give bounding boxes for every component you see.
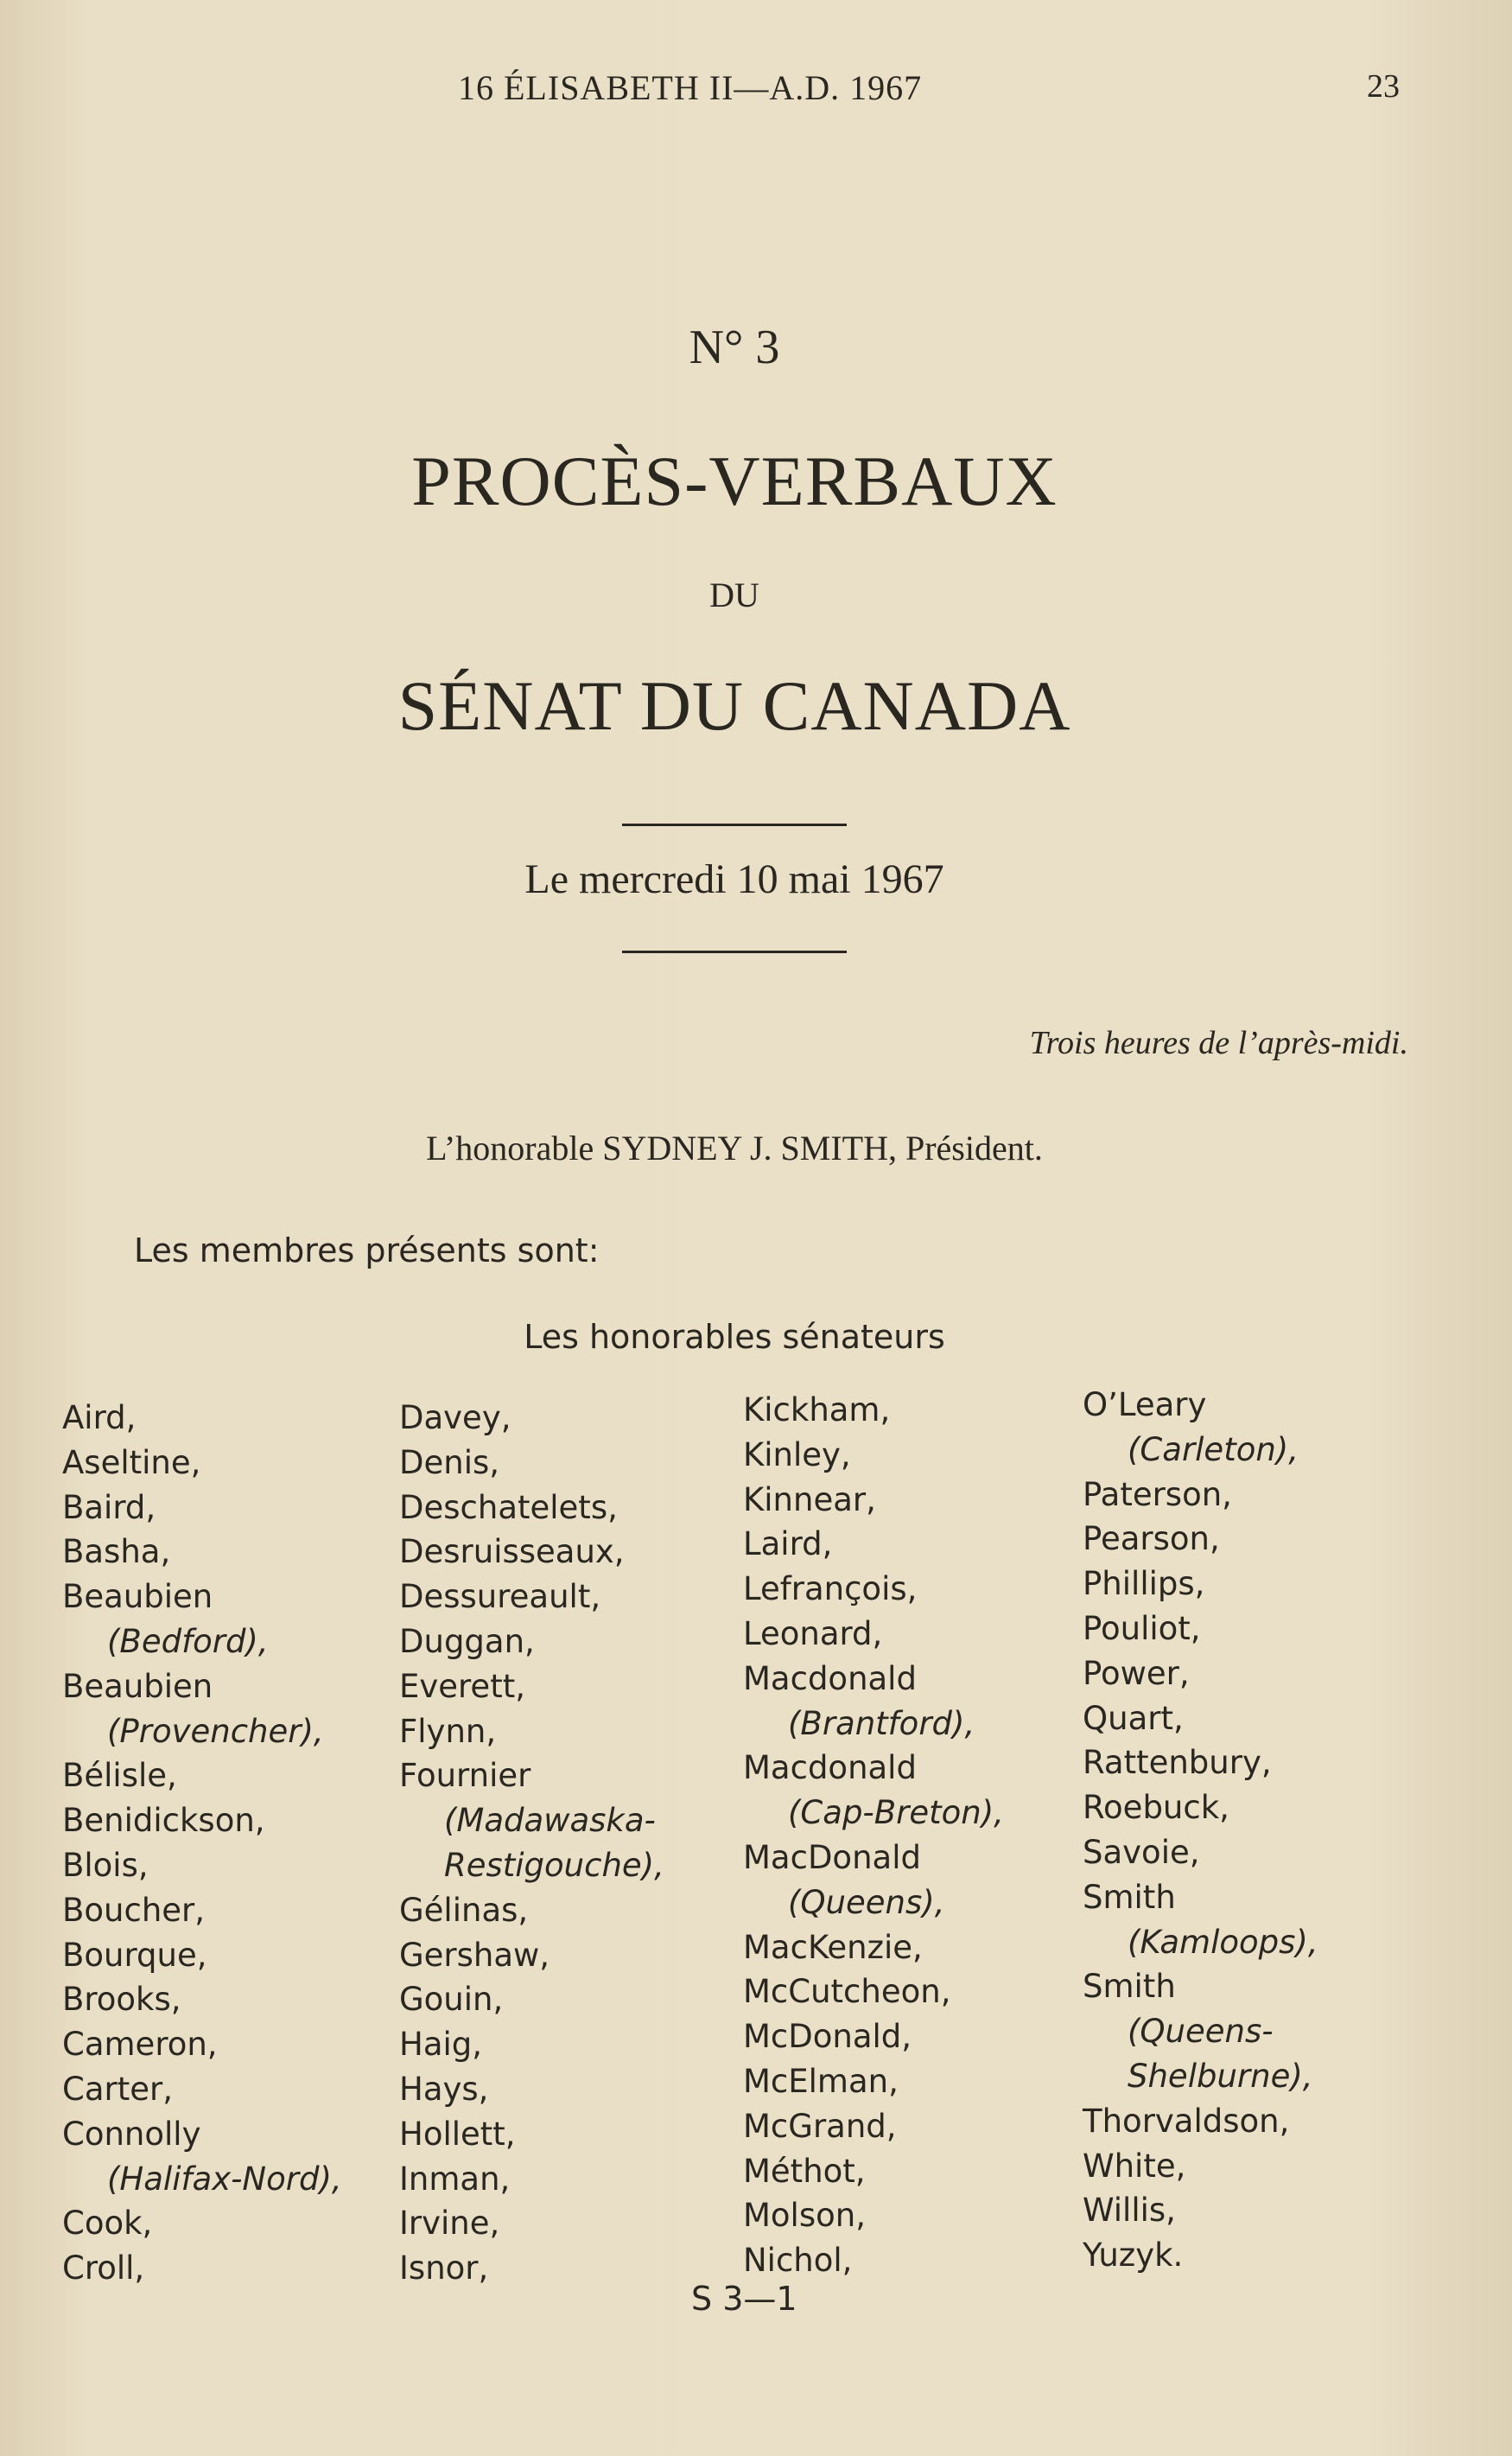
senator-name: Gélinas, [399,1891,529,1929]
senator-name: (Queens), [788,1883,945,1921]
senator-name: Lefrançois, [743,1570,918,1608]
issue-number: N° 3 [689,321,780,374]
senator-name: Baird, [62,1488,156,1526]
president-line: L’honorable SYDNEY J. SMITH, Président. [426,1129,1043,1168]
senator-name: Hollett, [399,2115,516,2153]
senator-name: Inman, [399,2160,511,2198]
senator-name: McGrand, [743,2107,897,2145]
senator-name: MacKenzie, [743,1928,923,1966]
senator-name: Méthot, [743,2152,866,2190]
senator-name: Gouin, [399,1981,504,2019]
senator-name: Power, [1083,1654,1190,1692]
senator-name: Leonard, [743,1614,883,1652]
senator-name: Benidickson, [62,1802,265,1840]
senator-name: Willis, [1083,2192,1176,2230]
senators-column-3 [743,1388,1004,2283]
senator-name: Pearson, [1083,1520,1220,1558]
senator-name: Molson, [743,2197,866,2235]
senator-name: Paterson, [1083,1475,1232,1513]
senators-column-4 [1083,1383,1318,2278]
senator-name: Blois, [62,1846,149,1884]
senator-name: (Halifax-Nord), [107,2160,342,2198]
senator-name: Deschatelets, [399,1488,618,1526]
senator-name: Restigouche), [444,1846,664,1884]
senator-name: McCutcheon, [743,1973,951,2011]
senator-name: (Carleton), [1128,1430,1299,1468]
senator-name: (Bedford), [107,1622,269,1660]
senator-name: Pouliot, [1083,1609,1201,1647]
senator-name: Fournier [399,1757,531,1795]
senator-name: Davey, [399,1399,511,1436]
senator-name: McElman, [743,2062,899,2100]
senator-name: Desruisseaux, [399,1533,625,1571]
senator-name: Bourque, [62,1936,207,1974]
senator-name: Yuzyk. [1083,2236,1184,2275]
senator-name: Denis, [399,1443,500,1481]
sitting-date: Le mercredi 10 mai 1967 [524,856,944,902]
senator-name: Smith [1083,1968,1176,2006]
senator-name: Savoie, [1083,1833,1200,1871]
senator-name: Brooks, [62,1981,181,2019]
senator-name: Shelburne), [1128,2057,1313,2095]
senator-name: Flynn, [399,1712,497,1750]
senator-name: Duggan, [399,1622,535,1660]
senator-name: Kinley, [743,1435,851,1473]
senator-name: Quart, [1083,1699,1184,1737]
senator-name: Croll, [62,2249,145,2287]
senator-name: (Provencher), [107,1712,324,1750]
senator-name: McDonald, [743,2018,912,2056]
senator-name: Hays, [399,2070,489,2108]
senator-name: (Madawaska- [444,1802,656,1840]
divider-bottom [622,951,847,953]
senator-name: (Brantford), [788,1704,975,1742]
senator-name: Bélisle, [62,1757,177,1795]
senator-name: Dessureault, [399,1578,601,1616]
senator-name: O’Leary [1083,1386,1207,1423]
senator-name: Connolly [62,2115,201,2153]
senator-name: Basha, [62,1533,171,1571]
senator-name: White, [1083,2147,1186,2185]
sitting-time: Trois heures de l’après-midi. [1029,1025,1408,1061]
senator-name: Roebuck, [1083,1789,1229,1827]
senator-name: (Queens- [1128,2013,1274,2051]
senator-name: Kickham, [743,1391,891,1428]
senator-name: Rattenbury, [1083,1744,1272,1782]
running-header: 16 ÉLISABETH II—A.D. 1967 [458,68,923,107]
senators-heading: Les honorables sénateurs [524,1318,945,1356]
senator-name: Laird, [743,1525,833,1563]
senator-name: Haig, [399,2026,483,2064]
senator-name: Carter, [62,2070,173,2108]
senator-name: Aird, [62,1399,137,1436]
senator-name: Nichol, [743,2242,853,2280]
senator-name: Cook, [62,2205,153,2243]
members-present-label: Les membres présents sont: [134,1231,600,1269]
senator-name: Beaubien [62,1578,213,1616]
title-du: DU [709,576,759,614]
senators-column-2 [399,1396,664,2291]
senator-name: Kinnear, [743,1480,876,1518]
senator-name: (Cap-Breton), [788,1794,1004,1832]
senator-name: Macdonald [743,1749,917,1787]
page-number: 23 [1367,68,1400,105]
signature-mark: S 3—1 [691,2280,797,2318]
senator-name: Macdonald [743,1659,917,1697]
senator-name: Aseltine, [62,1443,201,1481]
senator-name: Gershaw, [399,1936,550,1974]
senators-column-1 [62,1396,342,2291]
senator-name: Beaubien [62,1667,213,1705]
title-proces-verbaux: PROCÈS-VERBAUX [411,442,1058,520]
senator-name: (Kamloops), [1128,1923,1318,1961]
title-senat: SÉNAT DU CANADA [397,666,1071,745]
senator-name: Cameron, [62,2026,218,2064]
senator-name: MacDonald [743,1838,921,1876]
senator-name: Boucher, [62,1891,206,1929]
senator-name: Irvine, [399,2205,500,2243]
senator-name: Smith [1083,1878,1176,1916]
divider-top [622,824,847,826]
senator-name: Thorvaldson, [1083,2102,1290,2140]
senator-name: Isnor, [399,2249,489,2287]
senator-name: Phillips, [1083,1565,1205,1603]
senator-name: Everett, [399,1667,525,1705]
